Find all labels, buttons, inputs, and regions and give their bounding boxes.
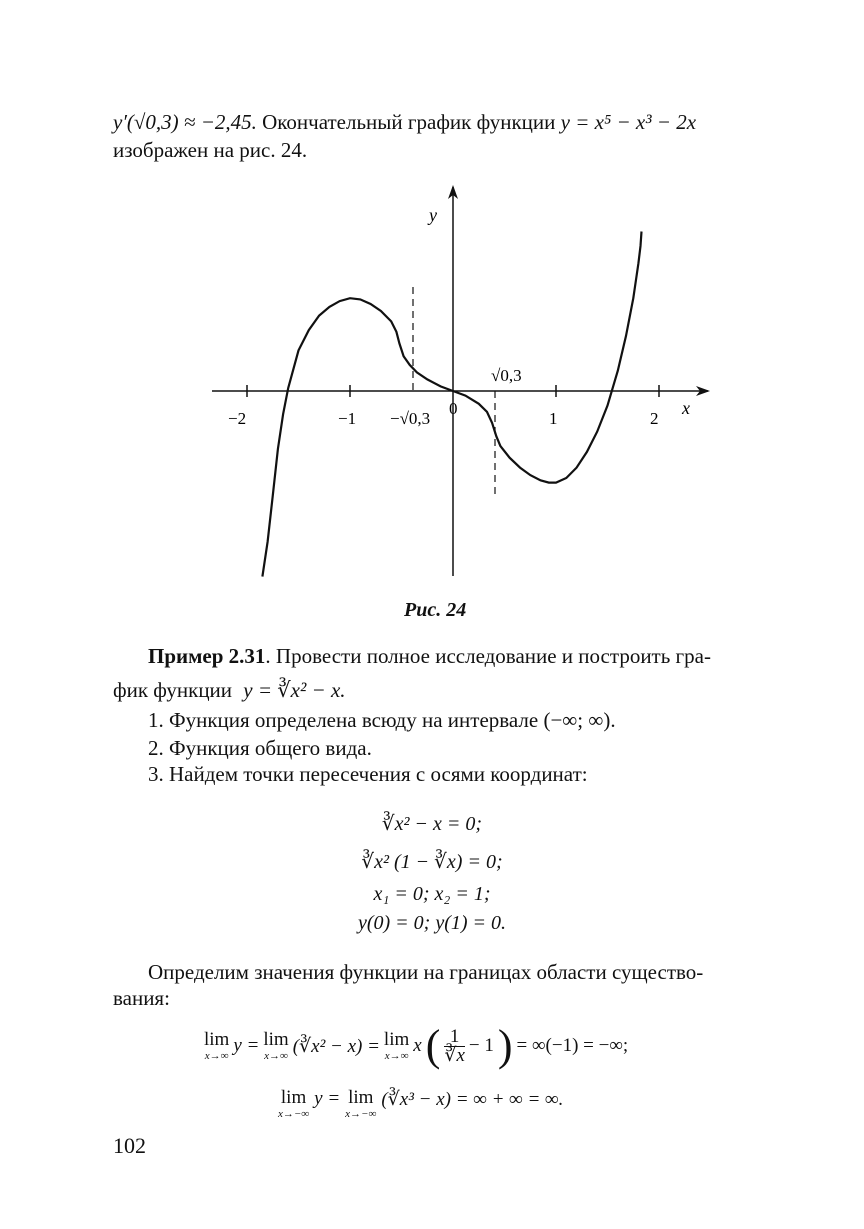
item-1: 1. Функция определена всюду на интервале (−∞; ∞). [148, 708, 616, 732]
page-number: 102 [113, 1133, 146, 1158]
limit2-text-b: (∛x³ − x) = ∞ + ∞ = ∞. [381, 1089, 564, 1110]
equation-4: y(0) = 0; y(1) = 0. [357, 912, 507, 934]
limit2-lim: lim x→−∞ [278, 1087, 310, 1120]
limits-intro-1: Определим значения функции на границах области существо- [148, 960, 704, 984]
y-axis-label: y [429, 205, 437, 225]
tick-label-2: 2 [650, 409, 659, 428]
x-axis-label: x [682, 398, 690, 418]
intro-line-1 [113, 108, 696, 136]
tick-label-neg2: −2 [228, 409, 247, 428]
limit-equation-1 [204, 1021, 629, 1070]
example-line-2 [113, 676, 346, 704]
intro-text-part1: Окончательный график функции [262, 110, 556, 134]
function-graph [0, 180, 864, 600]
intro-text-part2: изображен на рис. 24. [113, 138, 308, 162]
limit1-text-b: (∛x² − x) = [292, 1035, 380, 1057]
limit1-fraction: $\frac{1}{∛x}$ [444, 1025, 465, 1066]
item-3: 3. Найдем точки пересечения с осями координат: [148, 762, 588, 786]
example-title: Пример 2.31 [148, 644, 266, 668]
limits-intro-2: вания: [113, 986, 170, 1010]
limit1-paren-open: ( [425, 1021, 441, 1070]
sqrt-label-pos: √0,3 [491, 366, 522, 385]
limit2-lim-2: lim x→−∞ [345, 1087, 377, 1120]
limit1-text-d: − 1 [468, 1035, 494, 1056]
tick-label-neg1: −1 [338, 409, 357, 428]
limit1-text-c: x [413, 1035, 422, 1056]
sqrt-label-neg: −√0,3 [390, 409, 431, 428]
figure-caption: Рис. 24 [404, 599, 467, 621]
example-function: y = ∛x² − x. [243, 678, 346, 702]
example-intro-text: . Провести полное исследование и построить гра- [265, 644, 711, 668]
equation-3: x₁ = 0; x₂ = 1; [373, 883, 491, 905]
equation-2: ∛x² (1 − ∛x) = 0; [361, 851, 503, 873]
limit1-result: = ∞(−1) = −∞; [516, 1035, 629, 1056]
limit1-lim: lim x→∞ [204, 1029, 230, 1062]
intro-line-2 [113, 136, 307, 164]
limit1-lim-2: lim x→∞ [263, 1029, 289, 1062]
example-line-1 [148, 642, 711, 670]
limit1-lim-3: lim x→∞ [383, 1029, 410, 1062]
origin-label: 0 [449, 399, 458, 418]
equation-1: ∛x² − x = 0; [381, 813, 483, 835]
limit1-text-a: y = [233, 1035, 260, 1056]
example-intro-text2: фик функции [113, 678, 233, 702]
derivative-value: y′(√0,3) ≈ −2,45. [113, 110, 257, 134]
limit1-paren-close: ) [497, 1021, 513, 1070]
intro-function: y = x⁵ − x³ − 2x [560, 110, 697, 134]
item-2: 2. Функция общего вида. [148, 736, 372, 760]
tick-label-1: 1 [549, 409, 558, 428]
limit2-text-a: y = [314, 1088, 341, 1109]
limit-equation-2 [278, 1088, 563, 1120]
